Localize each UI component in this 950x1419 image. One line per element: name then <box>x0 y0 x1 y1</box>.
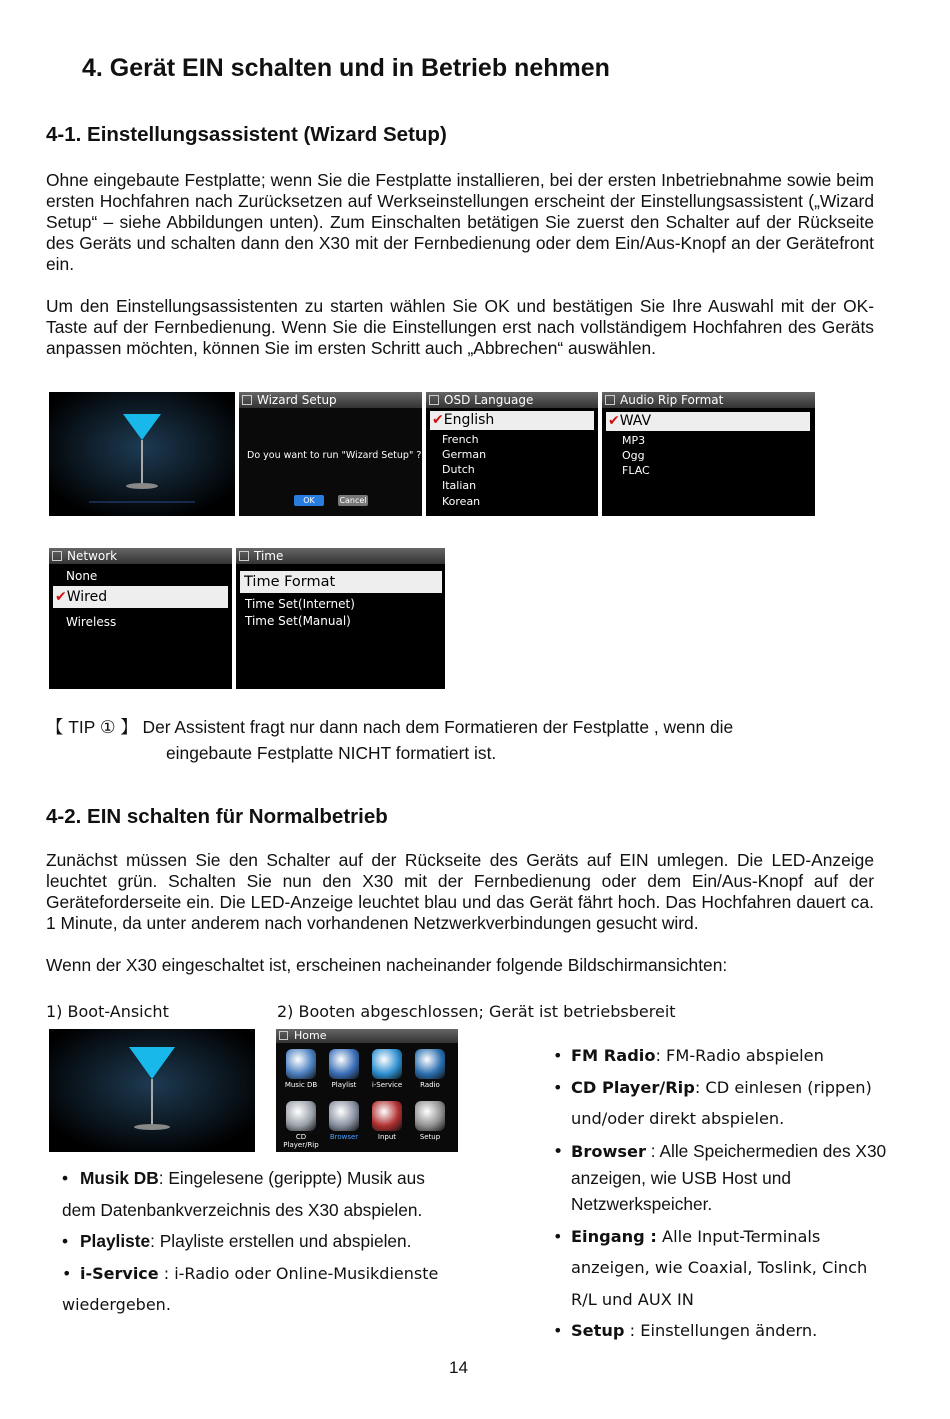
boot-screen-image <box>49 1029 255 1152</box>
list-item <box>62 1163 532 1195</box>
list-item-continued: und/oder direkt abspielen. <box>571 1109 785 1128</box>
screen-header <box>49 548 232 564</box>
checkmark-icon: ✔ <box>432 412 444 428</box>
home-item-label: Music DB <box>284 1081 318 1089</box>
home-screen <box>276 1029 458 1152</box>
menu-item[interactable]: Dutch <box>442 463 475 476</box>
paragraph: Zunächst müssen Sie den Schalter auf der Rückseite des Geräts auf EIN umlegen. Die LED-Anzeige leuchtet grün. Schalten Sie nun den X30 mit der Fernbedienung oder dem Ein/Aus-Knopf auf der Geräteforderseite ein. Die LED-Anzeige leuchtet blau und das Gerät fährt hoch. Das Hochfahren dauert ca. 1 Minute, da unter anderem nach vorhandenen Netzwerkverbindungen gesucht wird. <box>46 850 874 933</box>
item-text: : FM-Radio abspielen <box>655 1046 824 1065</box>
item-text: : Alle Speichermedien des X30 <box>646 1140 887 1161</box>
home-item-cd-player[interactable] <box>282 1101 320 1149</box>
item-term: CD Player/Rip <box>571 1077 695 1097</box>
item-term: FM Radio <box>571 1046 656 1065</box>
section-4-2-text <box>46 850 874 976</box>
network-screen <box>49 548 232 689</box>
bullet-icon: • <box>553 1141 564 1162</box>
left-bullet-list <box>62 1163 532 1321</box>
item-term: i-Service <box>80 1263 159 1283</box>
item-text: : Playliste erstellen und abspielen. <box>150 1231 412 1251</box>
item-text: : i-Radio oder Online-Musikdienste <box>158 1263 439 1283</box>
item-term: Eingang : <box>571 1226 657 1246</box>
tip-text-continued: eingebaute Festplatte NICHT formatiert ist. <box>166 743 497 763</box>
right-bullet-list <box>553 1040 913 1347</box>
item-text: : Einstellungen ändern. <box>624 1321 818 1340</box>
bullet-icon: • <box>62 1168 69 1188</box>
page-number: 14 <box>449 1358 468 1377</box>
list-item-continued: wiedergeben. <box>62 1295 171 1314</box>
menu-item-label: Wired <box>66 589 108 605</box>
cd-player-icon <box>286 1101 316 1131</box>
setup-icon <box>415 1101 445 1131</box>
home-item-input[interactable] <box>368 1101 406 1141</box>
menu-item-label: English <box>443 412 495 428</box>
cocktail-glass-image <box>49 1029 255 1152</box>
page-heading: 4. Gerät EIN schalten und in Betrieb nehmen <box>82 54 610 82</box>
tip-text: Der Assistent fragt nur dann nach dem Formatieren der Festplatte , wenn die <box>142 717 734 737</box>
browser-icon <box>329 1101 359 1131</box>
list-item <box>62 1258 532 1290</box>
caption-home: 2) Booten abgeschlossen; Gerät ist betriebsbereit <box>277 1002 676 1021</box>
section-title-4-2: 4-2. EIN schalten für Normalbetrieb <box>46 805 388 828</box>
screen-title: Wizard Setup <box>257 393 337 407</box>
menu-icon <box>605 395 615 405</box>
audio-rip-format-screen <box>602 392 815 516</box>
screen-title: OSD Language <box>444 393 534 407</box>
bracket: 【 <box>46 717 64 737</box>
screen-header <box>276 1029 458 1043</box>
menu-item[interactable]: None <box>66 569 98 583</box>
list-item-continued: R/L und AUX IN <box>571 1289 694 1309</box>
wizard-setup-screen <box>239 392 422 516</box>
menu-icon <box>52 551 62 561</box>
menu-icon <box>239 551 249 561</box>
list-item <box>553 1135 913 1217</box>
menu-icon <box>279 1031 288 1040</box>
home-item-label: Browser <box>329 1133 359 1141</box>
menu-item-label: WAV <box>619 413 652 429</box>
home-item-label: Radio <box>420 1081 440 1089</box>
item-text: : CD einlesen (rippen) <box>694 1077 872 1097</box>
screen-title: Home <box>294 1029 327 1042</box>
screen-title: Network <box>67 549 118 563</box>
wizard-question: Do you want to run "Wizard Setup" ? <box>247 450 422 461</box>
bullet-icon: • <box>553 1321 563 1340</box>
menu-item[interactable]: Time Set(Internet) <box>245 597 355 611</box>
menu-item[interactable]: Wireless <box>66 615 117 629</box>
item-text: : Eingelesene (gerippte) Musik aus <box>158 1168 425 1188</box>
selected-language[interactable] <box>430 411 594 430</box>
list-item <box>62 1226 532 1258</box>
screen-header <box>236 548 445 564</box>
menu-icon <box>429 395 439 405</box>
paragraph: Wenn der X30 eingeschaltet ist, erscheinen nacheinander folgende Bildschirmansichten: <box>46 955 728 975</box>
input-icon <box>372 1101 402 1131</box>
home-item-label: Input <box>377 1133 397 1141</box>
home-item-browser[interactable] <box>325 1101 363 1141</box>
section-title-4-1: 4-1. Einstellungsassistent (Wizard Setup) <box>46 123 447 146</box>
time-screen <box>236 548 445 689</box>
list-item <box>553 1315 913 1347</box>
bullet-icon: • <box>553 1077 563 1097</box>
ok-button[interactable]: OK <box>294 495 324 506</box>
radio-icon <box>415 1049 445 1079</box>
paragraph: Ohne eingebaute Festplatte; wenn Sie die Festplatte installieren, bei der ersten Inbetriebnahme sowie beim ersten Hochfahren nach Zurücksetzen auf Werkseinstellungen erscheint der Einstellungsassistent („Wizard Setup“ – siehe Abbildungen unten). Zum Einschalten betätigen Sie zuerst den Schalter auf der Rückseite des Geräts und schalten dann den X30 mit der Fernbedienung oder dem Ein/Aus-Knopf an der Gerätefront ein. <box>46 170 874 274</box>
home-item-playlist[interactable] <box>325 1049 363 1089</box>
menu-item[interactable]: German <box>442 448 487 461</box>
playlist-icon <box>329 1049 359 1079</box>
bullet-icon: • <box>553 1226 563 1246</box>
menu-item[interactable]: MP3 <box>622 434 646 447</box>
i-service-icon <box>372 1049 402 1079</box>
item-term: Musik DB <box>80 1168 159 1188</box>
boot-screen-image <box>49 392 235 516</box>
checkmark-icon: ✔ <box>608 413 620 429</box>
list-item-continued: anzeigen, wie Coaxial, Toslink, Cinch <box>571 1258 868 1277</box>
home-item-radio[interactable] <box>411 1049 449 1089</box>
item-term: Playliste <box>80 1231 151 1251</box>
home-item-label: Setup <box>419 1133 441 1141</box>
home-item-setup[interactable] <box>411 1101 449 1141</box>
list-item-continued: dem Datenbankverzeichnis des X30 abspielen. <box>62 1199 423 1220</box>
bullet-icon: • <box>553 1046 563 1065</box>
cancel-button[interactable]: Cancel <box>339 496 367 505</box>
screen-header <box>239 392 422 408</box>
paragraph: Um den Einstellungsassistenten zu starten wählen Sie OK und bestätigen Sie Ihre Auswahl mit der OK-Taste auf der Fernbedienung. Wenn Sie die Einstellungen erst nach vollständigem Hochfahren des Geräts anpassen möchten, können Sie im ersten Schritt auch „Abbrechen“ auswählen. <box>46 296 874 358</box>
cocktail-glass-image <box>49 392 235 516</box>
bullet-icon: • <box>62 1263 72 1283</box>
list-item <box>553 1217 913 1253</box>
bracket: 】 <box>120 717 138 737</box>
item-term: Browser <box>571 1141 646 1161</box>
tip-label: TIP <box>68 717 95 737</box>
tip-line <box>46 717 733 738</box>
selected-time[interactable]: Time Format <box>240 571 442 593</box>
menu-item[interactable]: FLAC <box>622 464 650 477</box>
tip-number: ① <box>99 717 116 737</box>
menu-item[interactable]: Korean <box>442 495 481 508</box>
screen-title: Audio Rip Format <box>620 393 724 407</box>
list-item-continued: anzeigen, wie USB Host und <box>571 1167 791 1188</box>
home-item-i-service[interactable] <box>368 1049 406 1089</box>
menu-item[interactable]: Ogg <box>622 449 645 462</box>
screen-header <box>426 392 598 408</box>
selected-network[interactable] <box>53 586 228 608</box>
screen-header <box>602 392 815 408</box>
menu-item[interactable]: Time Set(Manual) <box>245 614 351 628</box>
bullet-icon: • <box>62 1231 69 1251</box>
menu-item[interactable]: Italian <box>442 479 477 492</box>
osd-language-screen <box>426 392 598 516</box>
screen-title: Time <box>254 549 284 563</box>
checkmark-icon: ✔ <box>55 589 67 605</box>
menu-item[interactable]: French <box>442 433 479 446</box>
music-db-icon <box>286 1049 316 1079</box>
home-item-music-db[interactable] <box>282 1049 320 1089</box>
menu-icon <box>242 395 252 405</box>
section-4-1-text <box>46 170 874 359</box>
home-item-label: i-Service <box>371 1081 403 1089</box>
home-item-label: CD Player/Rip <box>283 1133 319 1149</box>
list-item <box>553 1072 913 1104</box>
selected-format[interactable] <box>606 412 810 431</box>
caption-boot: 1) Boot-Ansicht <box>46 1002 169 1021</box>
home-item-label: Playlist <box>331 1081 357 1089</box>
list-item-continued: Netzwerkspeicher. <box>571 1193 713 1214</box>
list-item <box>553 1040 913 1072</box>
item-term: Setup <box>571 1321 625 1340</box>
item-text: Alle Input-Terminals <box>656 1226 821 1246</box>
